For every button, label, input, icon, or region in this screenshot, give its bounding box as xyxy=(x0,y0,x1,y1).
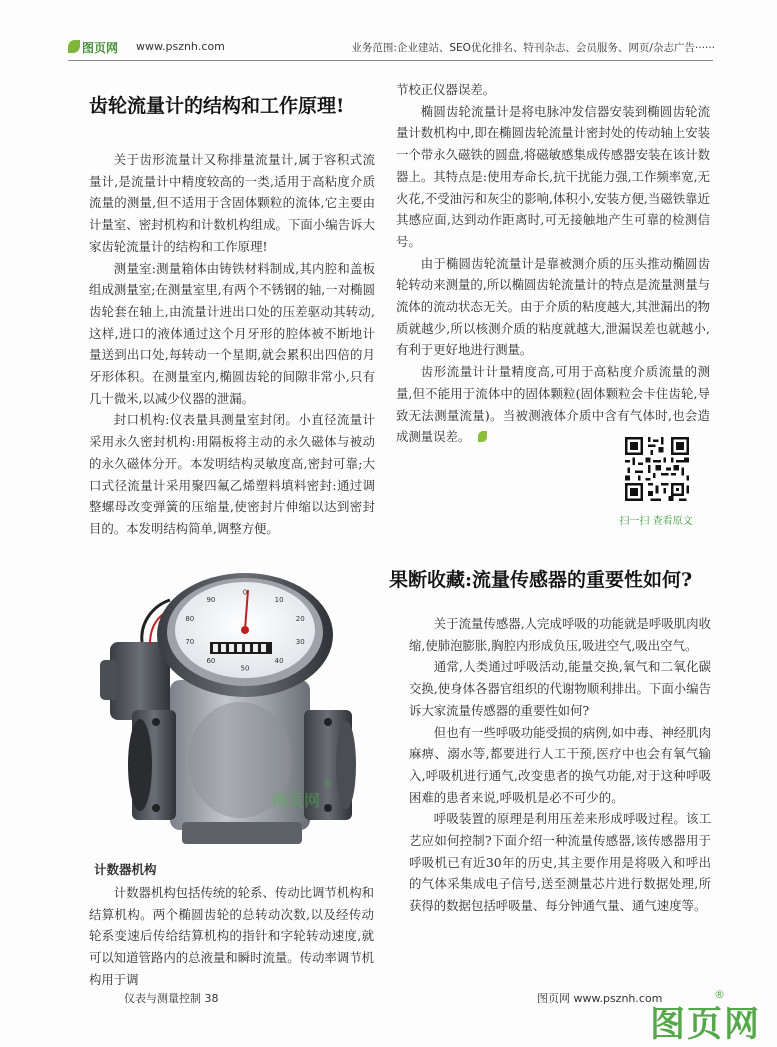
article1-title: 齿轮流量计的结构和工作原理! xyxy=(89,95,345,117)
article1-paragraph: 关于齿形流量计又称排量流量计,属于容积式流量计,是流量计中精度较高的一类,适用于高粘度介质流量的测量,但不适用于含固体颗粒的流体,它主要由计量室、密封机构和计数机构组成。下面小编告诉大家齿轮流量计的结构和工作原理! xyxy=(89,152,375,254)
qr-caption: 扫一扫 查看原文 xyxy=(619,516,693,527)
site-logo[interactable] xyxy=(68,39,118,55)
article2-paragraph: 通常,人类通过呼吸活动,能量交换,氧气和二氧化碳交换,使身体各器官组织的代谢物顺利排出。下面小编告诉大家流量传感器的重要性如何? xyxy=(409,659,711,718)
footer-site: 图页网 www.psznh.com xyxy=(537,992,663,1005)
article2-paragraph: 呼吸装置的原理是利用压差来形成呼吸过程。该工艺应如何控制?下面介绍一种流量传感器,该传感器用于呼吸机已有近30年的历史,其主要作用是将吸入和呼出的气体采集成电子信号,送至测量芯片进行数据处理,所获得的数据包括呼吸量、每分钟通气量、通气速度等。 xyxy=(409,811,711,914)
article1-paragraph xyxy=(396,361,710,448)
dial-number: 90 xyxy=(206,595,216,604)
end-leaf-icon xyxy=(478,431,487,442)
dial-number: 0 xyxy=(242,588,248,597)
counter-section xyxy=(89,882,374,991)
dial-number: 40 xyxy=(274,657,284,666)
sensor-box xyxy=(110,642,170,720)
dial-number: 80 xyxy=(185,614,195,623)
photo-watermark-registered: ® xyxy=(322,779,332,790)
dial-number: 20 xyxy=(295,614,305,623)
article1-paragraph: 椭圆齿轮流量计是将电脉冲发信器安装到椭圆齿轮流量计数机构中,即在椭圆齿轮流量计密封处的传动轴上安装一个带永久磁铁的圆盘,将磁敏感集成传感器安装在该计数器上。其特点是:使用寿命长,抗干扰能力强,工作频率宽,无火花,不受油污和灰尘的影响,体积小,安装方便,当磁铁靠近其感应面,达到动作距离时,可无接触地产生可靠的检测信号。 xyxy=(396,103,710,249)
dial-number: 70 xyxy=(185,638,195,647)
counter-heading: 计数器机构 xyxy=(94,862,157,877)
corner-watermark-registered: ® xyxy=(714,988,725,1001)
business-scope: 业务范围:企业建站、SEO优化排名、特刊杂志、会员服务、网页/杂志广告······ xyxy=(351,42,715,54)
article2-column xyxy=(409,613,711,917)
article2-paragraph: 关于流量传感器,人完成呼吸的功能就是呼吸肌肉收缩,使肺泡膨胀,胸腔内形成负压,吸进空气,吸出空气。 xyxy=(409,616,711,653)
article1-paragraph: 节校正仪器误差。 xyxy=(396,82,496,97)
article1-paragraph: 测量室:测量箱体由铸铁材料制成,其内腔和盖板组成测量室;在测量室里,有两个不锈钢的轴,一对椭圆齿轮套在轴上,由流量计进出口处的压差驱动其转动,这样,进口的液体通过这个月牙形的腔体被不断地计量送到出口处,每转动一个星期,就会累积出四倍的月牙形体积。在测量室内,椭圆齿轮的间隙非常小,只有几十微米,以减少仪器的泄漏。 xyxy=(89,260,375,406)
article1-paragraph: 封口机构:仪表量具测量室封闭。小直径流量计采用永久密封机构:用隔板将主动的永久磁体与被动的永久磁体分开。本发明结构灵敏度高,密封可靠;大口式径流量计采用聚四氟乙烯塑料填料密封:通过调整螺母改变弹簧的压缩量,使密封片伸缩以达到密封目的。本发明结构简单,调整方便。 xyxy=(89,412,375,536)
qr-code[interactable] xyxy=(625,437,689,501)
footer-page-info: 仪表与测量控制 38 xyxy=(124,992,219,1005)
article2-title: 果断收藏:流量传感器的重要性如何? xyxy=(389,569,693,591)
corner-watermark: 图页网 xyxy=(650,1005,762,1045)
counter-paragraph: 计数器机构包括传统的轮系、传动比调节机构和结算机构。两个椭圆齿轮的总转动次数,以及经传动轮系变速后传给结算机构的指针和字轮转动速度,就可以知道管路内的总液量和瞬时流量。传动率调节机构用于调 xyxy=(89,885,374,987)
article1-column-left xyxy=(89,149,375,540)
dial-number: 50 xyxy=(240,664,250,673)
dial-number: 10 xyxy=(274,595,284,604)
article1-last-text: 齿形流量计计量精度高,可用于高粘度介质流量的测量,但不能用于流体中的固体颗粒(固体颗粒会卡住齿轮,导致无法测量流量)。当被测液体介质中含有气体时,也会造成测量误差。 xyxy=(396,364,710,445)
logo-text: 图页网 xyxy=(82,41,119,55)
header-url[interactable]: www.psznh.com xyxy=(136,40,225,53)
article2-paragraph: 但也有一些呼吸功能受损的病例,如中毒、神经肌肉麻痹、溺水等,都要进行人工干预,医疗中也会有氧气输入,呼吸机进行通气,改变患者的换气功能,对于这种呼吸困难的患者来说,呼吸机是必不可少的。 xyxy=(409,724,711,805)
dial-number: 60 xyxy=(206,657,216,666)
article1-paragraph: 由于椭圆齿轮流量计是靠被测介质的压头推动椭圆齿轮转动来测量的,所以椭圆齿轮流量计的特点是流量测量与流体的流动状态无关。由于介质的粘度越大,其泄漏出的物质就越少,所以核测介质的粘度就越大,泄漏误差也就越小,有利于更好地进行测量。 xyxy=(396,255,710,358)
photo-watermark: 图页网 xyxy=(272,791,321,810)
header-divider xyxy=(68,60,713,61)
flow-meter-photo xyxy=(70,560,390,860)
article1-column-right xyxy=(396,79,710,448)
leaf-icon xyxy=(68,40,80,53)
dial-number: 30 xyxy=(295,638,305,647)
